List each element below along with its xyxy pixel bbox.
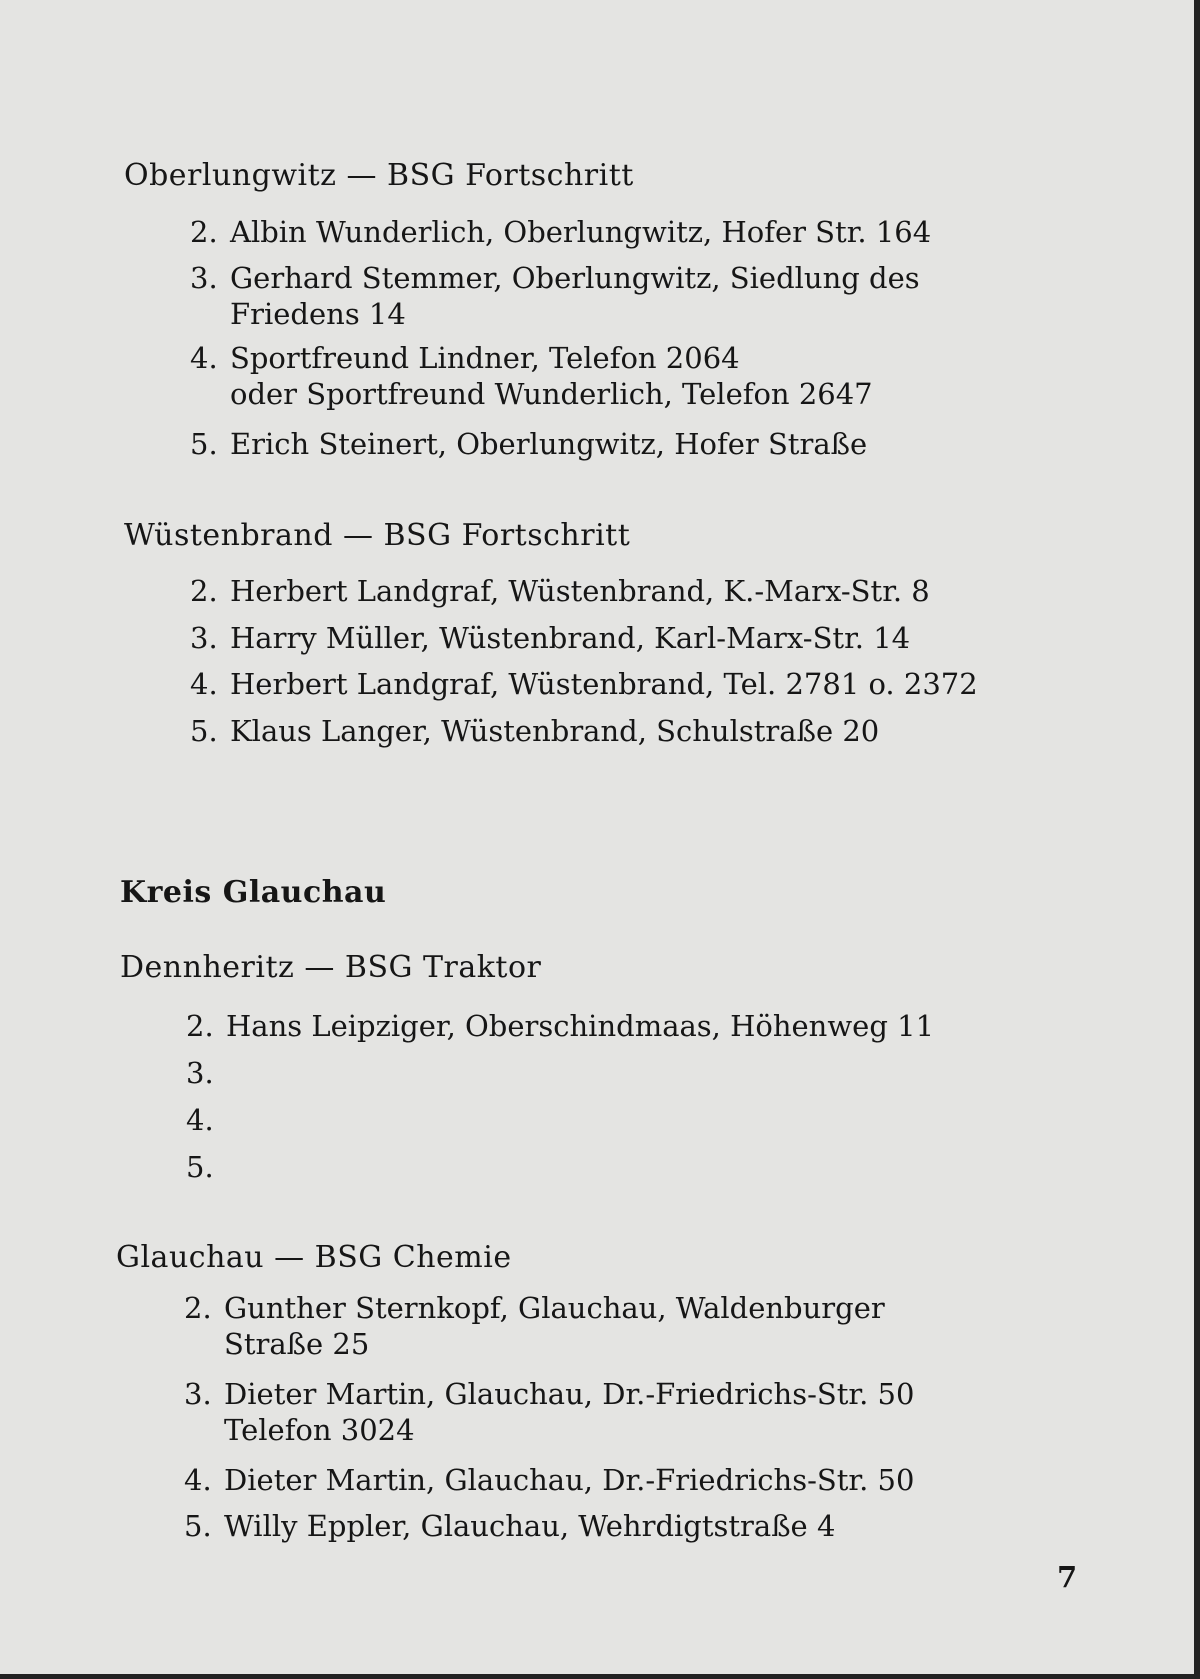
entry-number: 4.	[190, 341, 218, 375]
entry-number: 3.	[184, 1377, 212, 1411]
entry-text: Dieter Martin, Glauchau, Dr.-Friedrichs-Str. 50	[224, 1377, 915, 1411]
entry-number: 4.	[184, 1463, 212, 1497]
list-item	[186, 1102, 226, 1138]
entry-text: Erich Steinert, Oberlungwitz, Hofer Straße	[230, 427, 868, 461]
entry-text: Herbert Landgraf, Wüstenbrand, Tel. 2781 o. 2372	[230, 667, 978, 701]
entry-number: 2.	[190, 215, 218, 249]
list-item	[190, 214, 931, 250]
entry-text: Willy Eppler, Glauchau, Wehrdigtstraße 4	[224, 1509, 836, 1543]
list-item	[190, 713, 879, 749]
section-heading-wuestenbrand: Wüstenbrand — BSG Fortschritt	[124, 518, 631, 553]
list-item	[186, 1149, 226, 1185]
entry-number: 3.	[190, 621, 218, 655]
list-item	[184, 1376, 914, 1448]
entry-text: Gerhard Stemmer, Oberlungwitz, Siedlung des	[230, 261, 920, 295]
section-heading-glauchau: Glauchau — BSG Chemie	[116, 1240, 512, 1275]
entry-text: Dieter Martin, Glauchau, Dr.-Friedrichs-Str. 50	[224, 1463, 915, 1497]
entry-text: Harry Müller, Wüstenbrand, Karl-Marx-Str. 14	[230, 621, 911, 655]
entry-text: Sportfreund Lindner, Telefon 2064	[230, 341, 740, 375]
page-number: 7	[1057, 1560, 1078, 1594]
entry-text: Gunther Sternkopf, Glauchau, Waldenburger	[224, 1291, 885, 1325]
list-item	[184, 1462, 914, 1498]
entry-number: 5.	[186, 1150, 214, 1184]
entry-text-continued: Straße 25	[224, 1327, 370, 1361]
entry-number: 5.	[190, 714, 218, 748]
entry-number: 2.	[190, 574, 218, 608]
list-item	[190, 260, 920, 332]
entry-text: Hans Leipziger, Oberschindmaas, Höhenweg 11	[226, 1009, 935, 1043]
entry-number: 2.	[186, 1009, 214, 1043]
entry-text: Albin Wunderlich, Oberlungwitz, Hofer Str. 164	[230, 215, 932, 249]
section-heading-dennheritz: Dennheritz — BSG Traktor	[120, 950, 542, 985]
entry-number: 2.	[184, 1291, 212, 1325]
entry-text-continued: Telefon 3024	[224, 1413, 415, 1447]
district-heading: Kreis Glauchau	[120, 875, 387, 910]
list-item	[186, 1008, 934, 1044]
entry-number: 5.	[184, 1509, 212, 1543]
list-item	[184, 1290, 885, 1362]
list-item	[190, 620, 910, 656]
entry-text-continued: Friedens 14	[230, 297, 406, 331]
entry-number: 3.	[190, 261, 218, 295]
entry-number: 4.	[186, 1103, 214, 1137]
entry-number: 4.	[190, 667, 218, 701]
entry-number: 3.	[186, 1056, 214, 1090]
list-item	[190, 340, 873, 412]
section-heading-oberlungwitz: Oberlungwitz — BSG Fortschritt	[124, 158, 634, 193]
entry-text: Klaus Langer, Wüstenbrand, Schulstraße 20	[230, 714, 880, 748]
entry-number: 5.	[190, 427, 218, 461]
list-item	[190, 573, 930, 609]
entry-text: Herbert Landgraf, Wüstenbrand, K.-Marx-Str. 8	[230, 574, 930, 608]
list-item	[190, 426, 867, 462]
entry-text-continued: oder Sportfreund Wunderlich, Telefon 2647	[230, 377, 873, 411]
list-item	[190, 666, 978, 702]
list-item	[184, 1508, 835, 1544]
list-item	[186, 1055, 226, 1091]
